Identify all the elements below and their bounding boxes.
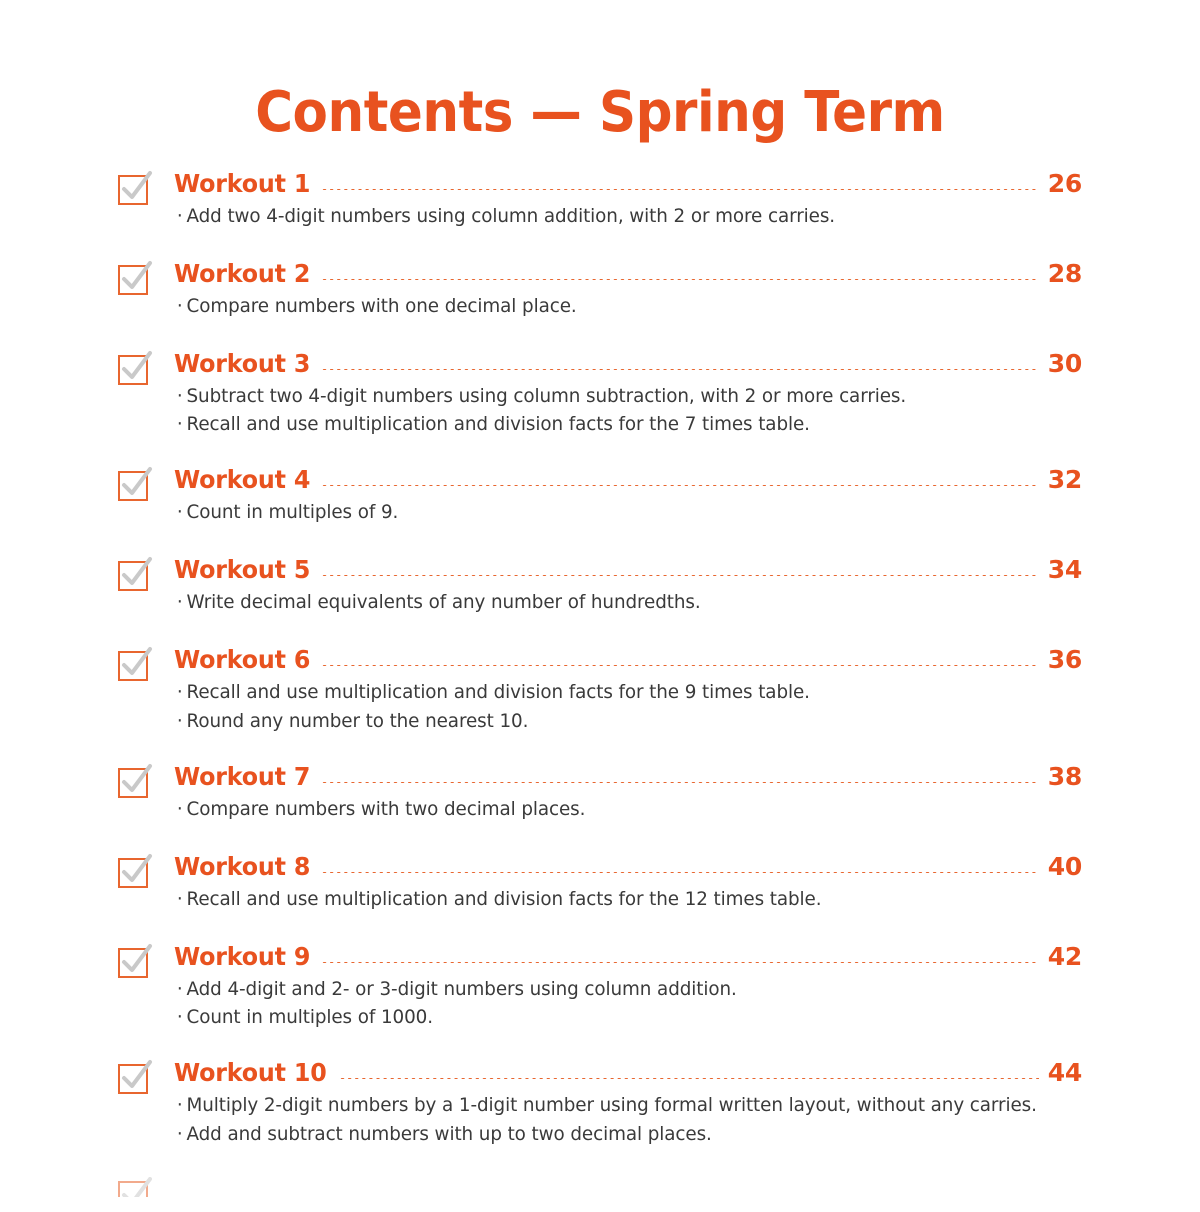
dot-leader: [321, 782, 1039, 783]
objective-list: [174, 292, 1082, 321]
page-number[interactable]: 44: [1047, 1058, 1082, 1088]
objective-list: [174, 498, 1082, 527]
check-icon: [116, 167, 158, 209]
objective-item: [174, 975, 1050, 1004]
bullet-icon: ·: [176, 1006, 183, 1029]
dot-leader: [321, 575, 1039, 576]
page-number[interactable]: 30: [1047, 348, 1082, 378]
bullet-icon: ·: [176, 204, 183, 227]
objective-item: [174, 678, 1050, 707]
entry-header: [174, 762, 1082, 791]
checkbox-8[interactable]: [118, 858, 148, 888]
list-item[interactable]: [118, 169, 1082, 231]
page-number[interactable]: 36: [1047, 645, 1082, 675]
check-icon: [118, 1175, 158, 1197]
objective-text: Recall and use multiplication and division facts for the 7 times table.: [186, 413, 810, 436]
objective-text: Write decimal equivalents of any number of hundredths.: [186, 591, 701, 614]
entry-header: [174, 169, 1082, 198]
bullet-icon: ·: [176, 797, 183, 820]
dot-leader: [321, 962, 1039, 963]
list-item[interactable]: [118, 942, 1082, 1033]
page-number[interactable]: 32: [1047, 465, 1082, 495]
entry-header: [174, 465, 1082, 494]
objective-text: Count in multiples of 1000.: [186, 1006, 433, 1029]
entry-header: [174, 942, 1082, 971]
checkbox-6[interactable]: [118, 651, 148, 681]
objective-list: [174, 678, 1082, 736]
workout-label[interactable]: Workout 10: [174, 1058, 327, 1088]
entry-header: [174, 1058, 1082, 1087]
bullet-icon: ·: [176, 709, 183, 732]
check-icon: [116, 643, 158, 685]
list-item[interactable]: [118, 1175, 1082, 1197]
list-item[interactable]: [118, 259, 1082, 321]
check-icon: [116, 463, 158, 505]
objective-text: Round any number to the nearest 10.: [186, 709, 529, 732]
objective-list: [174, 975, 1082, 1033]
page-number[interactable]: 42: [1047, 941, 1082, 971]
check-icon: [116, 1056, 158, 1098]
dot-leader: [321, 279, 1039, 280]
check-icon: [116, 257, 158, 299]
checkbox-4[interactable]: [118, 471, 148, 501]
list-item[interactable]: [118, 1058, 1082, 1149]
dot-leader: [321, 872, 1039, 873]
contents-list-overflow: [0, 1175, 1200, 1197]
objective-text: Recall and use multiplication and division facts for the 9 times table.: [186, 681, 810, 704]
bullet-icon: ·: [176, 384, 183, 407]
check-icon: [116, 850, 158, 892]
contents-list: [0, 169, 1200, 1149]
checkbox-3[interactable]: [118, 355, 148, 385]
objective-text: Recall and use multiplication and division facts for the 12 times table.: [186, 887, 822, 910]
objective-item: [174, 382, 1050, 411]
entry-header: [174, 645, 1082, 674]
bullet-icon: ·: [176, 501, 183, 524]
objective-item: [174, 1120, 1050, 1149]
objective-item: [174, 498, 1050, 527]
objective-text: Add 4-digit and 2- or 3-digit numbers using column addition.: [186, 977, 737, 1000]
objective-item: [174, 588, 1050, 617]
dot-leader: [321, 665, 1039, 666]
bullet-icon: ·: [176, 977, 183, 1000]
dot-leader: [321, 189, 1039, 190]
bullet-icon: ·: [176, 591, 183, 614]
objective-text: Count in multiples of 9.: [186, 501, 399, 524]
list-item[interactable]: [118, 465, 1082, 527]
objective-item: [174, 885, 1050, 914]
objective-item: [174, 1091, 1050, 1120]
checkbox-5[interactable]: [118, 561, 148, 591]
workout-label[interactable]: Workout 2: [174, 258, 311, 288]
workout-label[interactable]: Workout 4: [174, 465, 311, 495]
page-number[interactable]: 34: [1047, 555, 1082, 585]
objective-text: Multiply 2-digit numbers by a 1-digit number using formal written layout, without any carries.: [186, 1094, 1037, 1117]
entry-header: [174, 555, 1082, 584]
bullet-icon: ·: [176, 1123, 183, 1146]
bullet-icon: ·: [176, 413, 183, 436]
page-number[interactable]: 26: [1047, 168, 1082, 198]
objective-item: [174, 410, 1050, 439]
workout-label[interactable]: Workout 6: [174, 645, 311, 675]
bullet-icon: ·: [176, 887, 183, 910]
entry-header: [174, 852, 1082, 881]
page-number[interactable]: 28: [1047, 258, 1082, 288]
list-item[interactable]: [118, 852, 1082, 914]
objective-item: [174, 1003, 1050, 1032]
objective-item: [174, 795, 1050, 824]
checkbox-9[interactable]: [118, 948, 148, 978]
entry-header: [174, 259, 1082, 288]
check-icon: [116, 940, 158, 982]
list-item[interactable]: [118, 762, 1082, 824]
objective-text: Compare numbers with two decimal places.: [186, 797, 586, 820]
list-item[interactable]: [118, 645, 1082, 736]
workout-label[interactable]: Workout 7: [174, 761, 311, 791]
checkbox-10[interactable]: [118, 1064, 148, 1094]
objective-item: [174, 707, 1050, 736]
list-item[interactable]: [118, 349, 1082, 440]
dot-leader: [339, 1078, 1039, 1079]
bullet-icon: ·: [176, 1094, 183, 1117]
page-number[interactable]: 40: [1047, 851, 1082, 881]
objective-text: Subtract two 4-digit numbers using column subtraction, with 2 or more carries.: [186, 384, 907, 407]
objective-list: [174, 795, 1082, 824]
checkbox-2[interactable]: [118, 265, 148, 295]
check-icon: [116, 347, 158, 389]
workout-label[interactable]: Workout 8: [174, 851, 311, 881]
bullet-icon: ·: [176, 681, 183, 704]
dot-leader: [321, 485, 1039, 486]
objective-item: [174, 292, 1050, 321]
checkbox-1[interactable]: [118, 175, 148, 205]
check-icon: [116, 553, 158, 595]
checkbox-partial[interactable]: [118, 1181, 148, 1197]
objective-list: [174, 382, 1082, 440]
check-icon: [116, 760, 158, 802]
objective-list: [174, 885, 1082, 914]
entry-header: [174, 349, 1082, 378]
list-item[interactable]: [118, 555, 1082, 617]
objective-text: Add two 4-digit numbers using column addition, with 2 or more carries.: [186, 204, 836, 227]
objective-text: Add and subtract numbers with up to two decimal places.: [186, 1123, 712, 1146]
objective-text: Compare numbers with one decimal place.: [186, 294, 577, 317]
bullet-icon: ·: [176, 294, 183, 317]
workout-label[interactable]: Workout 9: [174, 941, 311, 971]
workout-label[interactable]: Workout 5: [174, 555, 311, 585]
page-number[interactable]: 38: [1047, 761, 1082, 791]
checkbox-7[interactable]: [118, 768, 148, 798]
page-title: Contents — Spring Term: [255, 80, 945, 145]
objective-list: [174, 1091, 1082, 1149]
dot-leader: [321, 369, 1039, 370]
workout-label[interactable]: Workout 3: [174, 348, 311, 378]
workout-label[interactable]: Workout 1: [174, 168, 311, 198]
objective-list: [174, 588, 1082, 617]
objective-list: [174, 202, 1082, 231]
objective-item: [174, 202, 1050, 231]
